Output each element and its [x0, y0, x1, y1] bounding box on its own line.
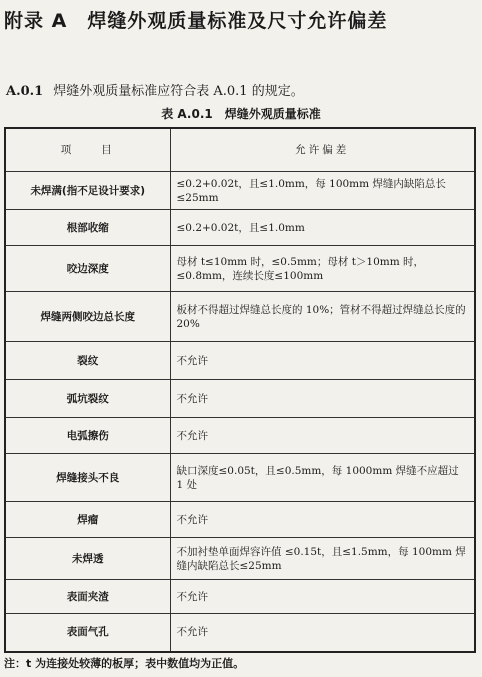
row-value: 不允许: [170, 580, 475, 614]
row-item: 未焊满(指不足设计要求): [5, 172, 170, 210]
clause-number: A.0.1: [6, 84, 44, 99]
table-row: [5, 502, 475, 538]
table-note: 注：t 为连接处较薄的板厚；表中数值均为正值。: [4, 657, 245, 670]
table-row: [5, 418, 475, 454]
row-value: 不允许: [170, 342, 475, 380]
row-item: 焊缝接头不良: [5, 454, 170, 502]
row-item: 弧坑裂纹: [5, 380, 170, 418]
header-item: 项 目: [5, 128, 170, 172]
table-row: [5, 380, 475, 418]
row-item: 咬边深度: [5, 246, 170, 292]
clause-paragraph: [6, 80, 304, 99]
row-value: 缺口深度≤0.05t，且≤0.5mm，每 1000mm 焊缝不应超过 1 处: [170, 454, 475, 502]
table-header-row: [5, 128, 475, 172]
table-row: [5, 538, 475, 580]
header-allowance: 允许偏差: [170, 128, 475, 172]
table-row: [5, 246, 475, 292]
row-item: 表面气孔: [5, 614, 170, 652]
page-title: 附录 A 焊缝外观质量标准及尺寸允许偏差: [4, 10, 388, 32]
row-value: 不允许: [170, 502, 475, 538]
table-row: [5, 342, 475, 380]
quality-standard-table: [4, 127, 476, 653]
table-row: [5, 580, 475, 614]
table-row: [5, 614, 475, 652]
row-value: ≤0.2+0.02t，且≤1.0mm: [170, 210, 475, 246]
row-value: 不允许: [170, 418, 475, 454]
table-row: [5, 292, 475, 342]
row-item: 电弧擦伤: [5, 418, 170, 454]
table-caption: 表 A.0.1 焊缝外观质量标准: [161, 107, 321, 121]
row-value: ≤0.2+0.02t，且≤1.0mm，每 100mm 焊缝内缺陷总长≤25mm: [170, 172, 475, 210]
row-item: 未焊透: [5, 538, 170, 580]
clause-text: 焊缝外观质量标准应符合表 A.0.1 的规定。: [53, 84, 304, 99]
row-value: 不允许: [170, 380, 475, 418]
row-item: 焊瘤: [5, 502, 170, 538]
table-row: [5, 172, 475, 210]
row-value: 母材 t≤10mm 时，≤0.5mm；母材 t＞10mm 时，≤0.8mm，连续长度≤100mm: [170, 246, 475, 292]
row-item: 根部收缩: [5, 210, 170, 246]
row-value: 板材不得超过焊缝总长度的 10%；管材不得超过焊缝总长度的 20%: [170, 292, 475, 342]
row-value: 不允许: [170, 614, 475, 652]
row-value: 不加衬垫单面焊容许值 ≤0.15t，且≤1.5mm，每 100mm 焊缝内缺陷总长≤25mm: [170, 538, 475, 580]
row-item: 裂纹: [5, 342, 170, 380]
table-row: [5, 454, 475, 502]
row-item: 表面夹渣: [5, 580, 170, 614]
row-item: 焊缝两侧咬边总长度: [5, 292, 170, 342]
table-row: [5, 210, 475, 246]
